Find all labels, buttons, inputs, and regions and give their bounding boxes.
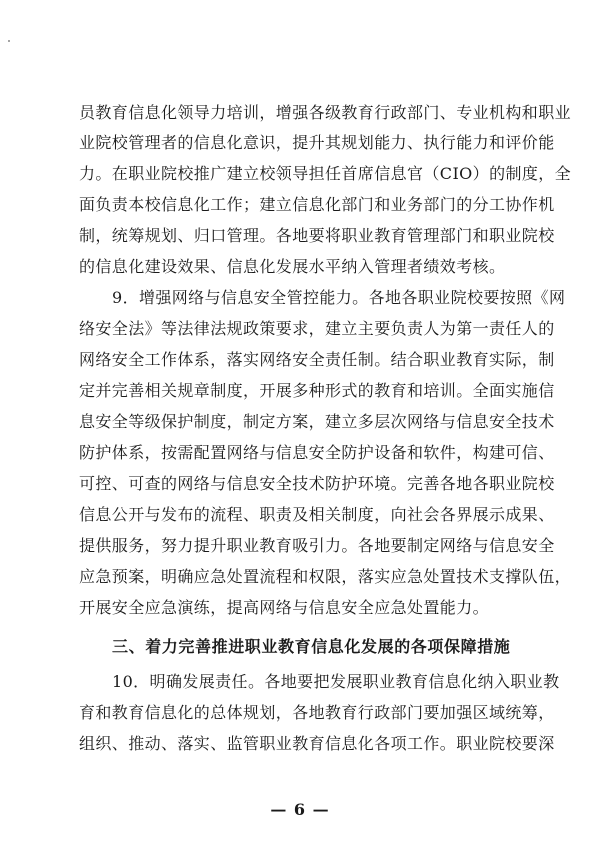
body-line-3: 力。在职业院校推广建立校领导担任首席信息官（CIO）的制度，全: [79, 164, 572, 183]
body-line-4: 面负责本校信息化工作；建立信息化部门和业务部门的分工协作机: [79, 195, 555, 214]
body-line-17: 开展安全应急演练，提高网络与信息安全应急处置能力。: [79, 598, 490, 617]
body-line-21: 组织、推动、落实、监管职业教育信息化各项工作。职业院校要深: [79, 734, 555, 753]
body-line-6: 的信息化建设效果、信息化发展水平纳入管理者绩效考核。: [79, 257, 506, 276]
body-line-13: 可控、可查的网络与信息安全技术防护环境。完善各地各职业院校: [79, 474, 555, 493]
body-line-8: 络安全法》等法律法规政策要求，建立主要负责人为第一责任人的: [79, 319, 555, 338]
section-heading: 三、着力完善推进职业教育信息化发展的各项保障措施: [112, 637, 511, 656]
body-line-1: 员教育信息化领导力培训，增强各级教育行政部门、专业机构和职业: [79, 103, 572, 122]
body-line-14: 信息公开与发布的流程、职责及相关制度，向社会各界展示成果、: [79, 505, 555, 524]
paragraph-9-start: 9．增强网络与信息安全管控能力。各地各职业院校要按照《网: [112, 288, 566, 307]
body-line-12: 防护体系，按需配置网络与信息安全防护设备和软件，构建可信、: [79, 443, 555, 462]
scan-speck: [8, 40, 10, 42]
body-line-9: 网络安全工作体系，落实网络安全责任制。结合职业教育实际，制: [79, 350, 555, 369]
paragraph-10-start: 10．明确发展责任。各地要把发展职业教育信息化纳入职业教: [112, 672, 560, 691]
body-line-10: 定并完善相关规章制度，开展多种形式的教育和培训。全面实施信: [79, 381, 555, 400]
body-line-2: 业院校管理者的信息化意识，提升其规划能力、执行能力和评价能: [79, 133, 555, 152]
body-line-5: 制，统筹规划、归口管理。各地要将职业教育管理部门和职业院校: [79, 226, 555, 245]
body-line-16: 应急预案，明确应急处置流程和权限，落实应急处置技术支撑队伍，: [79, 567, 572, 586]
body-line-15: 提供服务，努力提升职业教育吸引力。各地要制定网络与信息安全: [79, 536, 555, 555]
body-line-20: 育和教育信息化的总体规划，各地教育行政部门要加强区域统筹，: [79, 703, 555, 722]
page-number: — 6 —: [270, 800, 330, 819]
body-line-11: 息安全等级保护制度，制定方案，建立多层次网络与信息安全技术: [79, 412, 555, 431]
